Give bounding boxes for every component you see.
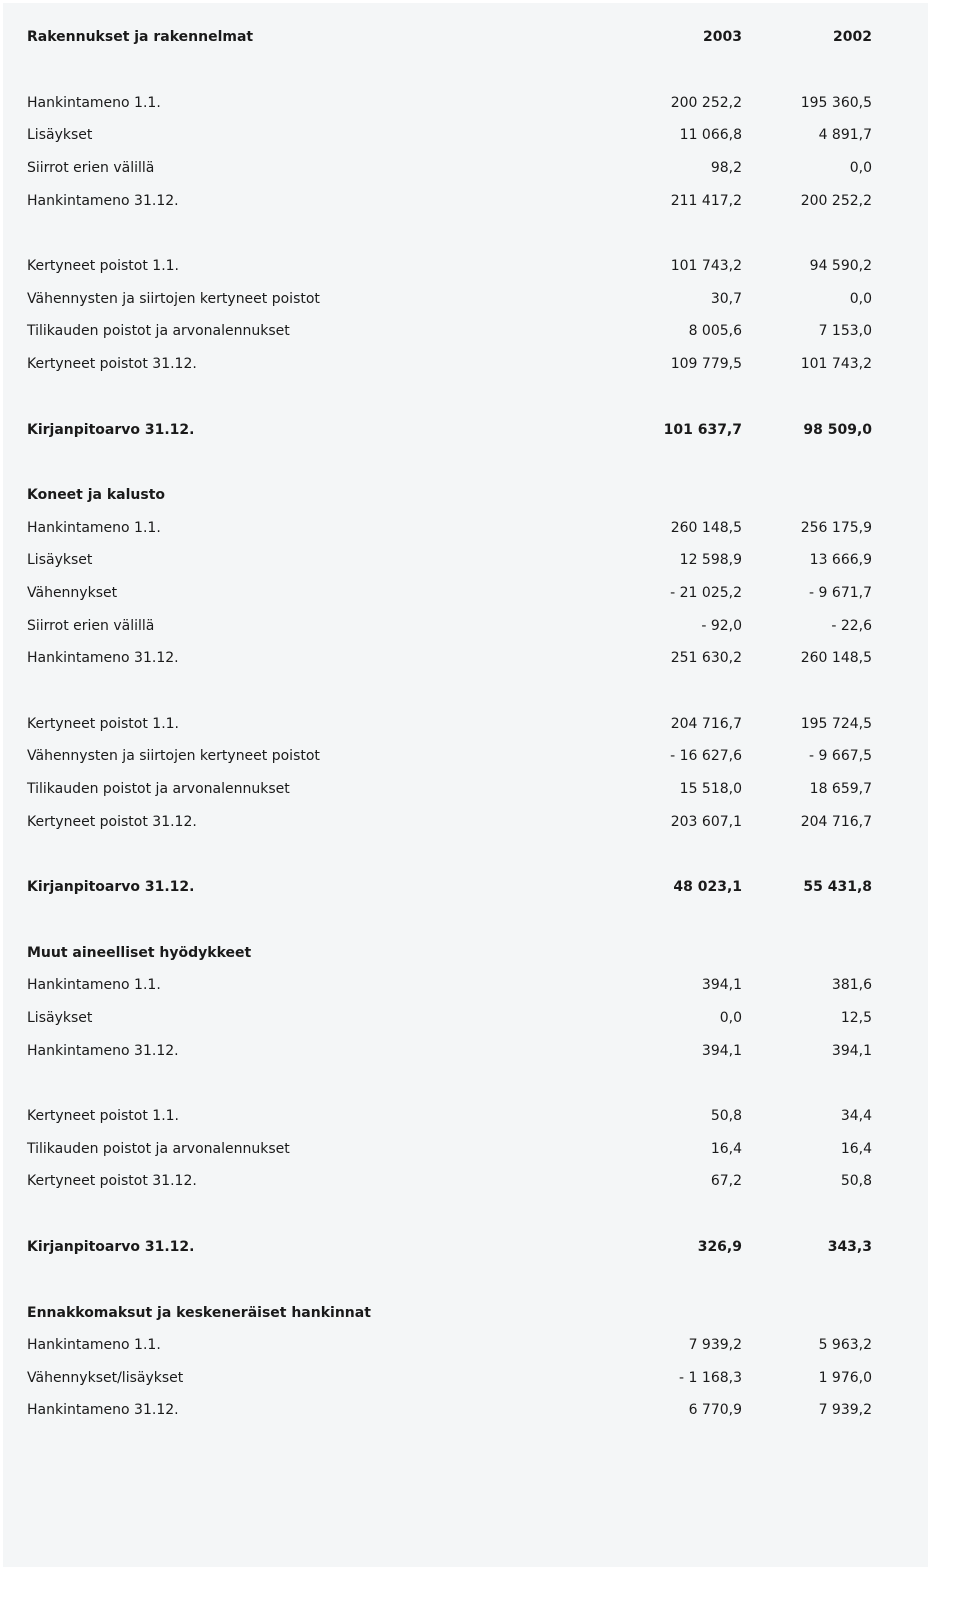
table-row (27, 512, 872, 545)
value-2002: 195 724,5 (800, 715, 872, 732)
table-row-emphasis (27, 413, 872, 446)
row-label: Kirjanpitoarvo 31.12. (27, 879, 195, 896)
value-2002: - 22,6 (831, 617, 872, 634)
value-2003: 394,1 (701, 1042, 742, 1059)
table-row (27, 1329, 872, 1362)
row-label: Siirrot erien välillä (27, 617, 155, 634)
table-row (27, 250, 872, 283)
row-label: Lisäykset (27, 1009, 93, 1026)
value-2003: 12 598,9 (679, 552, 742, 569)
row-label: Kertyneet poistot 31.12. (27, 813, 197, 830)
row-label: Hankintameno 1.1. (27, 1337, 161, 1354)
table-row (27, 708, 872, 741)
row-label: Hankintameno 1.1. (27, 94, 161, 111)
row-label: Kertyneet poistot 1.1. (27, 715, 180, 732)
table-row (27, 348, 872, 381)
value-2003: 15 518,0 (679, 780, 742, 797)
value-2002: 94 590,2 (809, 258, 872, 275)
value-2003: 7 939,2 (688, 1337, 742, 1354)
table-row (27, 152, 872, 185)
row-label: Ennakkomaksut ja keskeneräiset hankinnat (27, 1304, 371, 1321)
row-label: Vähennykset (27, 585, 118, 602)
value-2002: 343,3 (827, 1238, 872, 1255)
value-2003: 326,9 (697, 1238, 742, 1255)
row-label: Hankintameno 31.12. (27, 1042, 179, 1059)
value-2003: 260 148,5 (670, 519, 742, 536)
value-2002: 1 976,0 (818, 1369, 872, 1386)
table-row (27, 315, 872, 348)
row-label: Kirjanpitoarvo 31.12. (27, 1238, 195, 1255)
table-row (27, 740, 872, 773)
value-2002: 0,0 (849, 160, 872, 177)
value-2002: - 9 667,5 (809, 748, 872, 765)
row-label: Hankintameno 31.12. (27, 650, 179, 667)
row-label: Tilikauden poistot ja arvonalennukset (27, 1140, 290, 1157)
value-2002: 12,5 (840, 1009, 872, 1026)
value-2003: 200 252,2 (670, 94, 742, 111)
row-label: Lisäykset (27, 127, 93, 144)
row-label: Hankintameno 31.12. (27, 1402, 179, 1419)
value-2003: 30,7 (710, 290, 742, 307)
value-2003: 11 066,8 (679, 127, 742, 144)
value-2002: 4 891,7 (818, 127, 872, 144)
value-2003: 48 023,1 (673, 879, 742, 896)
value-2003: 0,0 (719, 1009, 742, 1026)
table-row-emphasis (27, 936, 872, 969)
value-2002: 55 431,8 (803, 879, 872, 896)
value-2002: 13 666,9 (809, 552, 872, 569)
table-row-emphasis (27, 479, 872, 512)
table-row (27, 609, 872, 642)
value-2003: - 16 627,6 (670, 748, 742, 765)
value-2003: 6 770,9 (688, 1402, 742, 1419)
value-2003: 8 005,6 (688, 323, 742, 340)
table-row (27, 1100, 872, 1133)
value-2002: 0,0 (849, 290, 872, 307)
value-2002: 195 360,5 (800, 94, 872, 111)
value-2003: - 21 025,2 (670, 585, 742, 602)
value-2003: 204 716,7 (670, 715, 742, 732)
value-2003: 16,4 (710, 1140, 742, 1157)
value-2003: 394,1 (701, 977, 742, 994)
row-label: Siirrot erien välillä (27, 160, 155, 177)
value-2002: 204 716,7 (800, 813, 872, 830)
table-row (27, 969, 872, 1002)
value-2002: 16,4 (840, 1140, 872, 1157)
table-row (27, 1361, 872, 1394)
value-2002: 50,8 (840, 1173, 872, 1190)
table-row (27, 773, 872, 806)
value-2002: 7 153,0 (818, 323, 872, 340)
row-label: Kertyneet poistot 31.12. (27, 1173, 197, 1190)
table-row-emphasis (27, 871, 872, 904)
row-label: Tilikauden poistot ja arvonalennukset (27, 323, 290, 340)
row-label: Kirjanpitoarvo 31.12. (27, 421, 195, 438)
value-2003: 98,2 (710, 160, 742, 177)
value-2003: 101 743,2 (670, 258, 742, 275)
value-2003: 203 607,1 (670, 813, 742, 830)
table-row-emphasis (27, 1231, 872, 1264)
row-label: Vähennysten ja siirtojen kertyneet poistot (27, 290, 320, 307)
table-header-row (27, 21, 872, 54)
section-title: Rakennukset ja rakennelmat (27, 29, 254, 46)
table-row (27, 544, 872, 577)
value-2003: 109 779,5 (670, 356, 742, 373)
value-2002: 200 252,2 (800, 192, 872, 209)
value-2003: 101 637,7 (663, 421, 742, 438)
table-row (27, 577, 872, 610)
table-row (27, 184, 872, 217)
value-2002: 260 148,5 (800, 650, 872, 667)
row-label: Kertyneet poistot 1.1. (27, 1108, 180, 1125)
column-header-2003: 2003 (703, 29, 742, 46)
row-label: Hankintameno 31.12. (27, 192, 179, 209)
value-2002: 394,1 (831, 1042, 872, 1059)
row-label: Kertyneet poistot 1.1. (27, 258, 180, 275)
value-2002: 7 939,2 (818, 1402, 872, 1419)
value-2002: 5 963,2 (818, 1337, 872, 1354)
table-row (27, 1002, 872, 1035)
value-2002: - 9 671,7 (809, 585, 872, 602)
table-row (27, 119, 872, 152)
value-2003: 67,2 (710, 1173, 742, 1190)
fixed-assets-table (27, 21, 872, 1427)
table-row-emphasis (27, 1296, 872, 1329)
value-2002: 256 175,9 (800, 519, 872, 536)
table-row (27, 1132, 872, 1165)
row-label: Kertyneet poistot 31.12. (27, 356, 197, 373)
value-2003: - 92,0 (701, 617, 742, 634)
document-page (3, 3, 928, 1567)
table-row (27, 87, 872, 120)
table-row (27, 1394, 872, 1427)
table-row (27, 805, 872, 838)
row-label: Vähennysten ja siirtojen kertyneet poistot (27, 748, 320, 765)
value-2002: 101 743,2 (800, 356, 872, 373)
value-2003: 50,8 (710, 1108, 742, 1125)
value-2003: - 1 168,3 (679, 1369, 742, 1386)
value-2002: 381,6 (831, 977, 872, 994)
row-label: Lisäykset (27, 552, 93, 569)
table-row (27, 642, 872, 675)
table-row (27, 1165, 872, 1198)
row-label: Hankintameno 1.1. (27, 977, 161, 994)
row-label: Muut aineelliset hyödykkeet (27, 944, 252, 961)
value-2003: 251 630,2 (670, 650, 742, 667)
row-label: Koneet ja kalusto (27, 487, 166, 504)
value-2002: 18 659,7 (809, 780, 872, 797)
row-label: Vähennykset/lisäykset (27, 1369, 184, 1386)
value-2003: 211 417,2 (670, 192, 742, 209)
row-label: Tilikauden poistot ja arvonalennukset (27, 780, 290, 797)
value-2002: 98 509,0 (803, 421, 872, 438)
column-header-2002: 2002 (833, 29, 872, 46)
value-2002: 34,4 (840, 1108, 872, 1125)
table-row (27, 1034, 872, 1067)
table-row (27, 283, 872, 316)
row-label: Hankintameno 1.1. (27, 519, 161, 536)
